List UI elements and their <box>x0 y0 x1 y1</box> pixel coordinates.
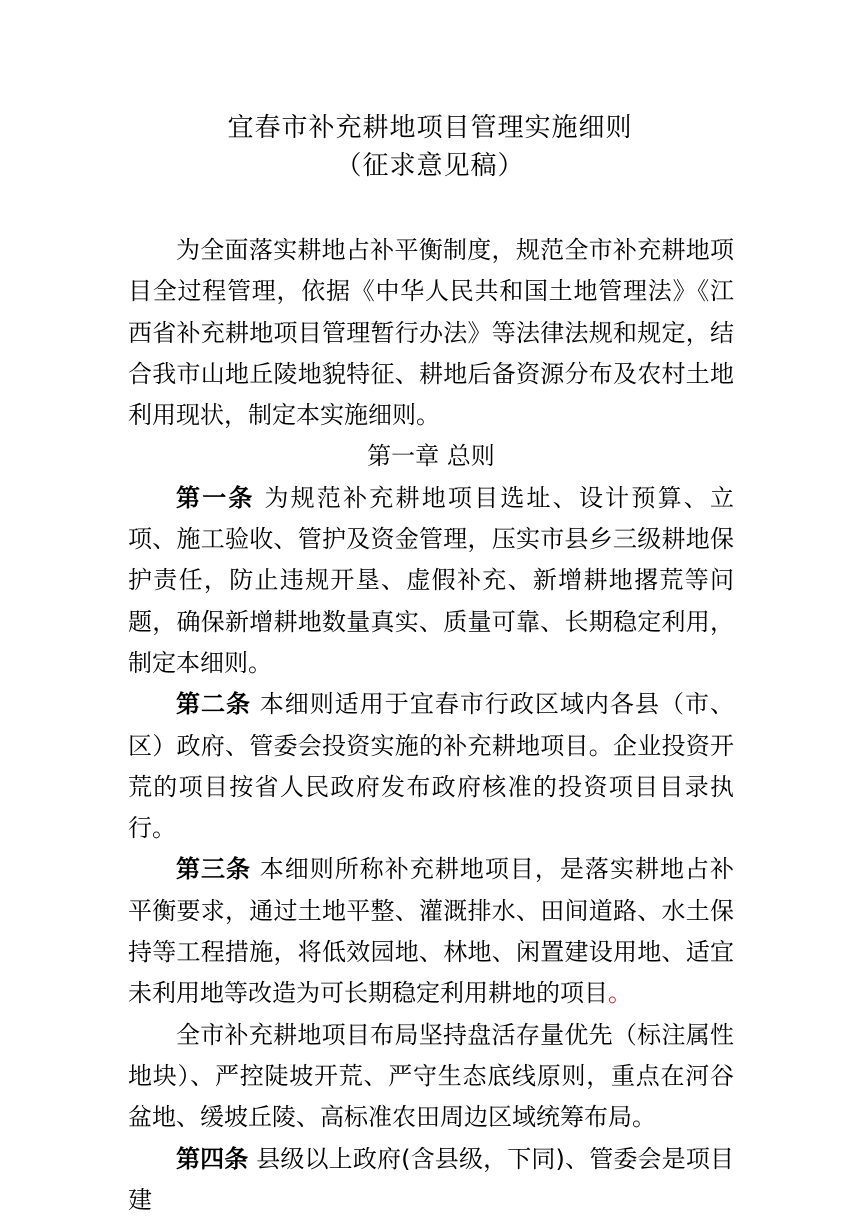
article-2-label: 第二条 <box>176 690 252 719</box>
article-2 <box>128 684 734 849</box>
article-4 <box>128 1139 734 1221</box>
article-3-text: 本细则所称补充耕地项目，是落实耕地占补平衡要求，通过土地平整、灌溉排水、田间道路、水土保持等工程措施，将低效园地、林地、闲置建设用地、适宜未利用地等改造为可长期稳定利用耕地的项目 <box>128 855 735 1008</box>
article-1-text: 为规范补充耕地项目选址、设计预算、立项、施工验收、管护及资金管理，压实市县乡三级耕地保护责任，防止违规开垦、虚假补充、新增耕地撂荒等问题，确保新增耕地数量真实、质量可靠、长期稳定利用，制定本细则。 <box>128 483 734 677</box>
article-4-label: 第四条 <box>176 1144 249 1173</box>
document-title: 宜春市补充耕地项目管理实施细则 <box>227 113 633 143</box>
article-1 <box>128 478 734 684</box>
article-4-text: 县级以上政府(含县级，下同)、管委会是项目建 <box>128 1144 734 1214</box>
article-3-label: 第三条 <box>176 855 252 884</box>
document-body <box>128 230 734 1221</box>
article-3 <box>128 849 734 1014</box>
layout-paragraph: 全市补充耕地项目布局坚持盘活存量优先（标注属性地块）、严控陡坡开荒、严守生态底线原则，重点在河谷盆地、缓坡丘陵、高标准农田周边区域统筹布局。 <box>128 1020 734 1132</box>
preamble-paragraph: 为全面落实耕地占补平衡制度，规范全市补充耕地项目全过程管理，依据《中华人民共和国土地管理法》《江西省补充耕地项目管理暂行办法》等法律法规和规定，结合我市山地丘陵地貌特征、耕地后备资源分布及农村土地利用现状，制定本实施细则。 <box>128 236 734 430</box>
document-subtitle: （征求意见稿） <box>335 151 525 181</box>
article-1-label: 第一条 <box>176 483 255 512</box>
chapter-heading: 第一章 总则 <box>367 442 495 471</box>
article-2-text: 本细则适用于宜春市行政区域内各县（市、区）政府、管委会投资实施的补充耕地项目。企业投资开荒的项目按省人民政府发布政府核准的投资项目目录执行。 <box>128 690 735 843</box>
article-3-end-mark: 。 <box>608 979 632 1008</box>
